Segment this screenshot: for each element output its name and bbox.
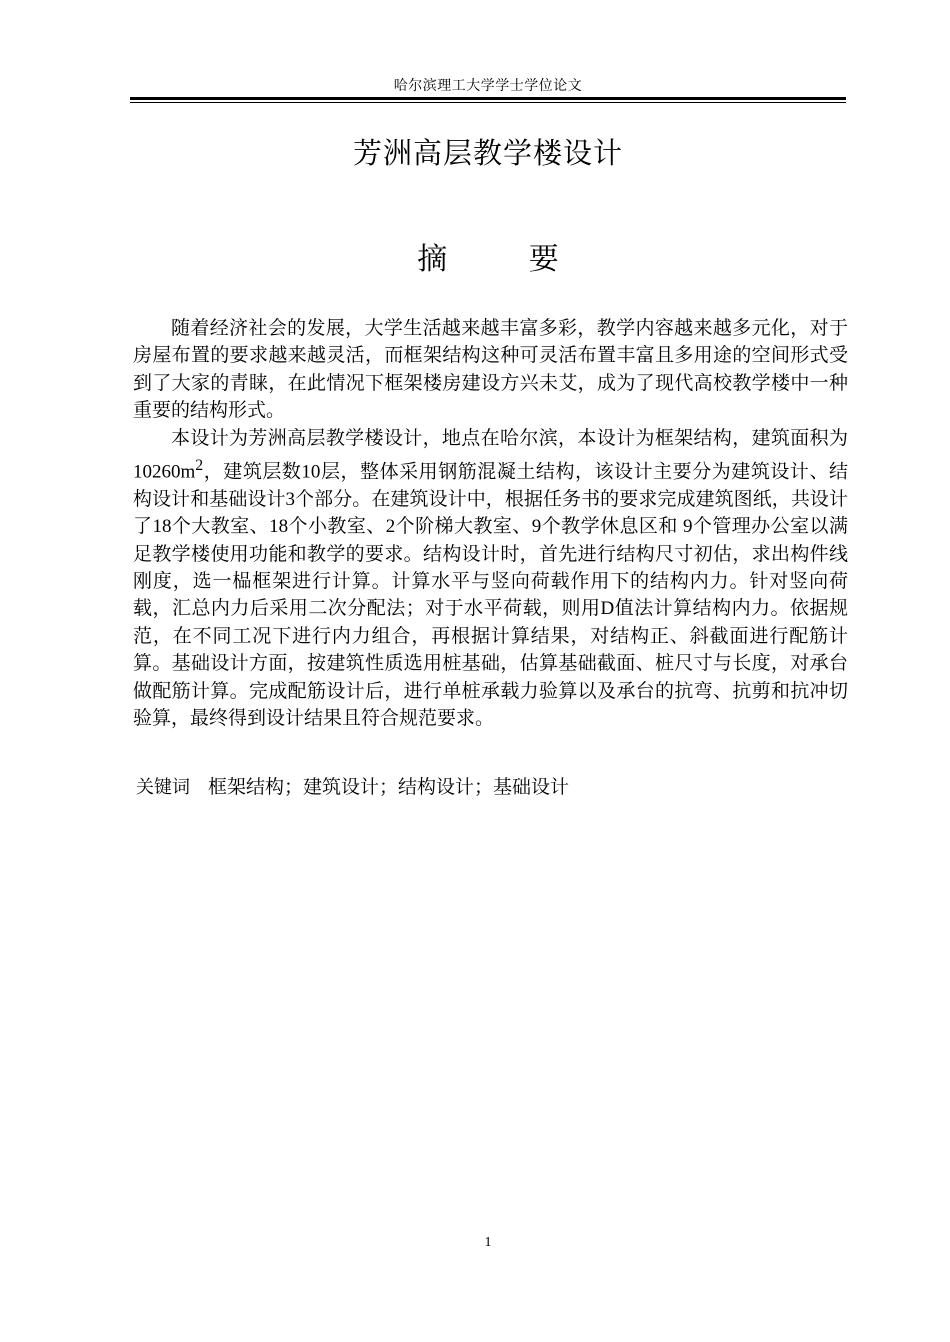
paragraph-2-text-start: 本设计为芳洲高层教学楼设计，地点在哈尔滨，本设计为框架结构，建筑面积为10260m [133,427,848,483]
abstract-paragraph-2 [133,425,848,733]
document-title: 芳洲高层教学楼设计 [352,136,623,170]
header-rule-thin [130,102,846,103]
keywords-line [136,774,848,801]
abstract-paragraph-1: 随着经济社会的发展，大学生活越来越丰富多彩，教学内容越来越多元化，对于房屋布置的要求越来越灵活，而框架结构这种可灵活布置丰富且多用途的空间形式受到了大家的青睐，在此情况下框架楼房建设方兴未艾，成为了现代高校教学楼中一种重要的结构形式。 [133,318,848,422]
running-header: 哈尔滨理工大学学士学位论文 [393,79,583,94]
keywords-label: 关键词 [136,777,190,798]
abstract-heading: 摘 要 [417,242,595,277]
abstract-body [133,315,848,732]
keywords-text: 框架结构；建筑设计；结构设计；基础设计 [208,777,570,798]
page-number: 1 [484,1235,492,1250]
header-rule-thick [130,97,846,100]
area-unit-superscript: 2 [195,457,204,475]
paragraph-2-text-rest: ，建筑层数10层，整体采用钢筋混凝土结构，该设计主要分为建筑设计、结构设计和基础设计3个部分。在建筑设计中，根据任务书的要求完成建筑图纸，共设计了18个大教室、18个小教室、2个阶梯大教室、9个教学休息区和 9个管理办公室以满足教学楼使用功能和教学的要求。结构设计时，首先进行结构尺寸初估，求出构件线刚度，选一榀框架进行计算。计算水平与竖向荷载作用下的结构内力。针对竖向荷载，汇总内力后采用二次分配法；对于水平荷载，则用D值法计算结构内力。依据规范，在不同工况下进行内力组合，再根据计算结果，对结构正、斜截面进行配筋计算。基础设计方面，按建筑性质选用桩基础，估算基础截面、桩尺寸与长度，对承台做配筋计算。完成配筋设计后，进行单桩承载力验算以及承台的抗弯、抗剪和抗冲切验算，最终得到设计结果且符合规范要求。 [133,461,848,730]
